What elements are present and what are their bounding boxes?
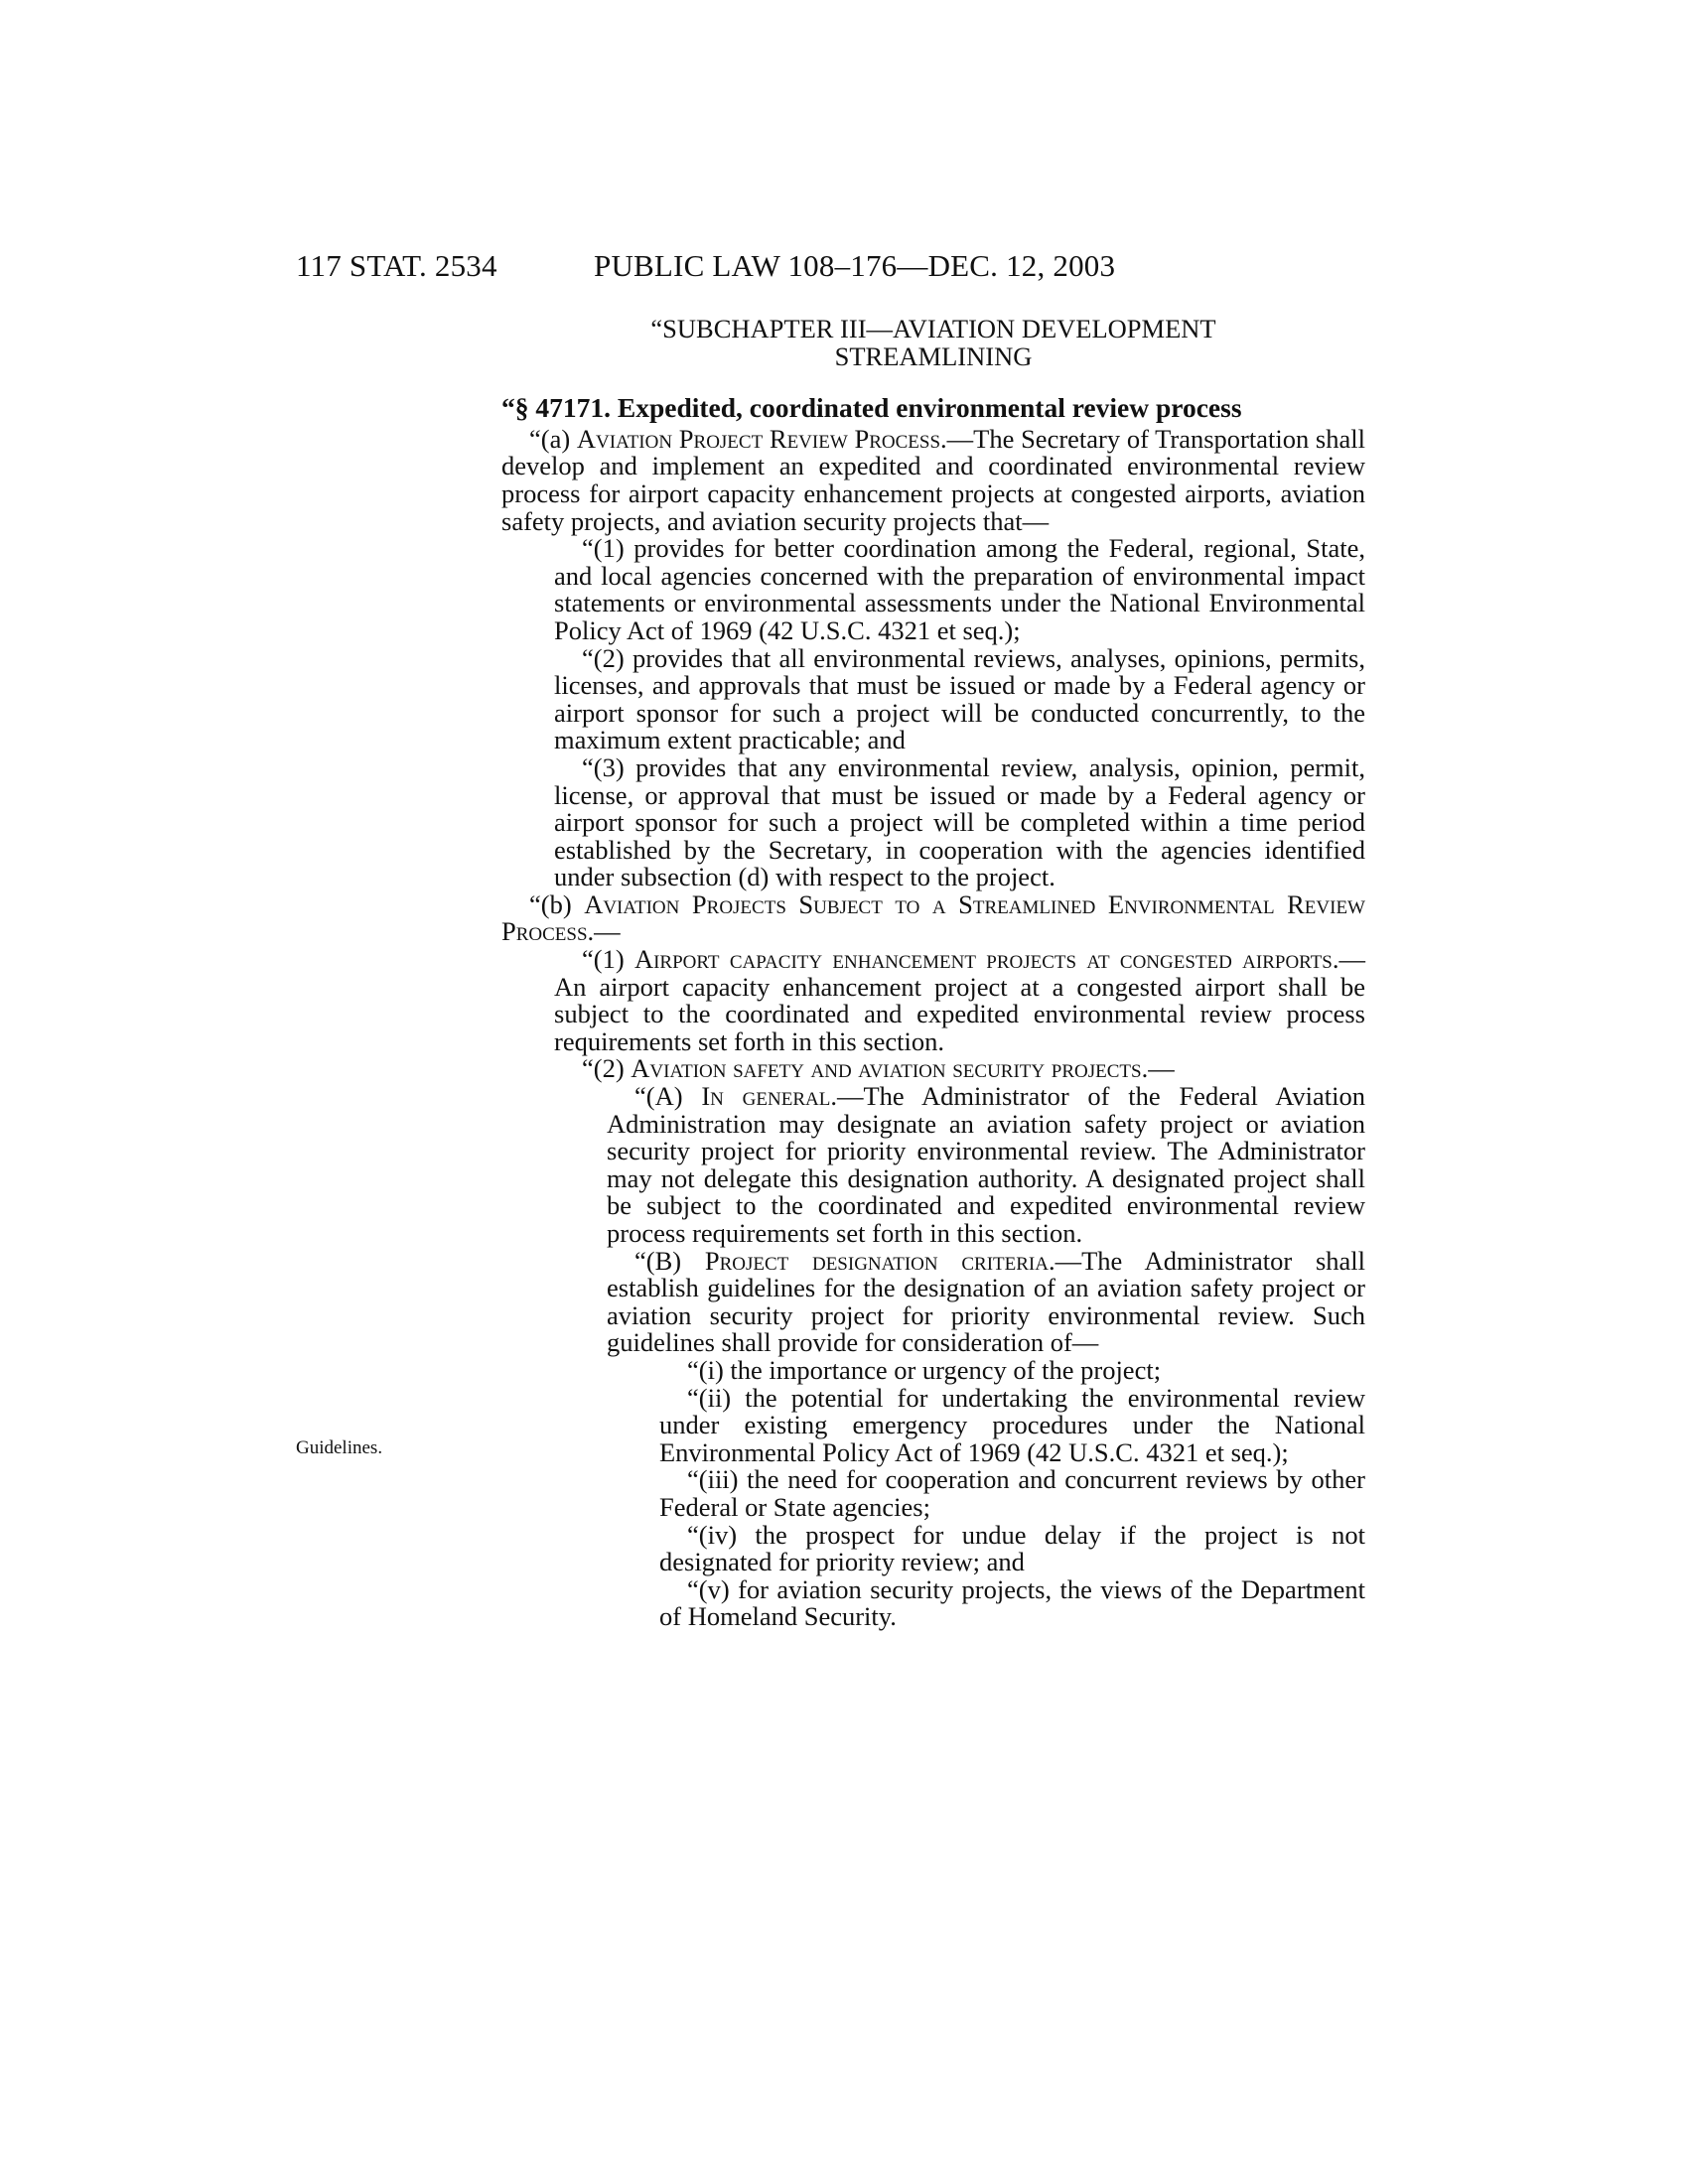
subsection-a-heading: Aviation Project Review Process: [576, 423, 941, 454]
subsection-a-para-2: “(2) provides that all environmental reviews, analyses, opinions, permits, licenses, and approvals that must be issued or made by a Federal agency or airport sponsor for such a project will be conducted concurrently, to the maximum extent practicable; and: [554, 642, 1365, 755]
margin-note-guidelines: Guidelines.: [296, 1437, 383, 1458]
subsection-a-para-3: “(3) provides that any environmental review, analysis, opinion, permit, license, or approval that must be issued or made by a Federal agency or airport sponsor for such a project will be completed within a time period established by the Secretary, in cooperation with the agencies identified under subsection (d) with respect to the project.: [554, 751, 1365, 892]
stat-citation: 117 STAT. 2534: [296, 248, 497, 283]
section-heading: “§ 47171. Expedited, coordinated environmental review process: [501, 392, 1242, 424]
subsection-a-text: .—The Secretary of Transportation shall develop and implement an expedited and coordinated environmental review process for airport capacity enhancement projects at congested airports, aviation safety projects, and aviation security projects that—: [501, 423, 1365, 536]
clause-ii: “(ii) the potential for undertaking the environmental review under existing emergency procedures under the National Environmental Policy Act of 1969 (42 U.S.C. 4321 et seq.);: [659, 1382, 1365, 1467]
subchapter-heading: [501, 316, 1365, 370]
clause-iii: “(iii) the need for cooperation and concurrent reviews by other Federal or State agencies;: [659, 1464, 1365, 1522]
subchapter-line-2: STREAMLINING: [834, 341, 1033, 371]
subchapter-line-1: “SUBCHAPTER III—AVIATION DEVELOPMENT: [650, 314, 1216, 343]
subsection-b-heading: Aviation Projects Subject to a Streamlined Environmental Review Process: [501, 888, 1365, 947]
subsection-a-open: “(a): [529, 423, 577, 454]
para-2-heading: Aviation safety and aviation security projects: [631, 1053, 1142, 1084]
para-1-text: .—An airport capacity enhancement project at a congested airport shall be subject to the coordinated and expedited environmental review process requirements set forth in this section.: [554, 944, 1365, 1056]
clause-v: “(v) for aviation security projects, the views of the Department of Homeland Security.: [659, 1573, 1365, 1632]
para-2-dash: .—: [1141, 1053, 1175, 1084]
subsection-b: [501, 888, 1365, 947]
para-1-heading: Airport capacity enhancement projects at congested airports: [633, 944, 1333, 975]
subparagraph-a-text: .—The Administrator of the Federal Aviation Administration may designate an aviation safety project or aviation security project for priority environmental review. The Administrator may not delegate this designation authority. A designated project shall be subject to the coordinated and expedited environmental review process requirements set forth in this section.: [607, 1081, 1365, 1248]
subsection-a: [501, 423, 1365, 536]
subparagraph-a: [501, 1083, 1365, 1248]
subsection-b-para-1: [501, 946, 1365, 1055]
subparagraph-b-text: .—The Administrator shall establish guidelines for the designation of an aviation safety project or aviation security project for priority environmental review. Such guidelines shall provide for consideration of—: [607, 1245, 1366, 1358]
subparagraph-a-open: “(A): [634, 1081, 702, 1112]
subparagraph-b-heading: Project designation criteria: [704, 1245, 1049, 1276]
subsection-a-para-1: “(1) provides for better coordination among the Federal, regional, State, and local agencies concerned with the preparation of environmental impact statements or environmental assessments under the National Environmental Policy Act of 1969 (42 U.S.C. 4321 et seq.);: [554, 533, 1365, 645]
subsection-b-dash: .—: [587, 916, 621, 947]
document-body: [501, 316, 1365, 1631]
para-2-open: “(2): [582, 1053, 632, 1084]
subparagraph-b: [501, 1245, 1366, 1358]
subparagraph-a-heading: In general: [701, 1081, 831, 1112]
subsection-b-para-2: [501, 1055, 1365, 1083]
clause-i: “(i) the importance or urgency of the project;: [687, 1354, 1162, 1385]
para-1-open: “(1): [582, 944, 634, 975]
subsection-b-open: “(b): [529, 888, 585, 919]
public-law-header: PUBLIC LAW 108–176—DEC. 12, 2003: [594, 248, 1116, 283]
clause-iv: “(iv) the prospect for undue delay if the project is not designated for priority review; and: [659, 1519, 1365, 1577]
subparagraph-b-open: “(B): [634, 1245, 705, 1276]
